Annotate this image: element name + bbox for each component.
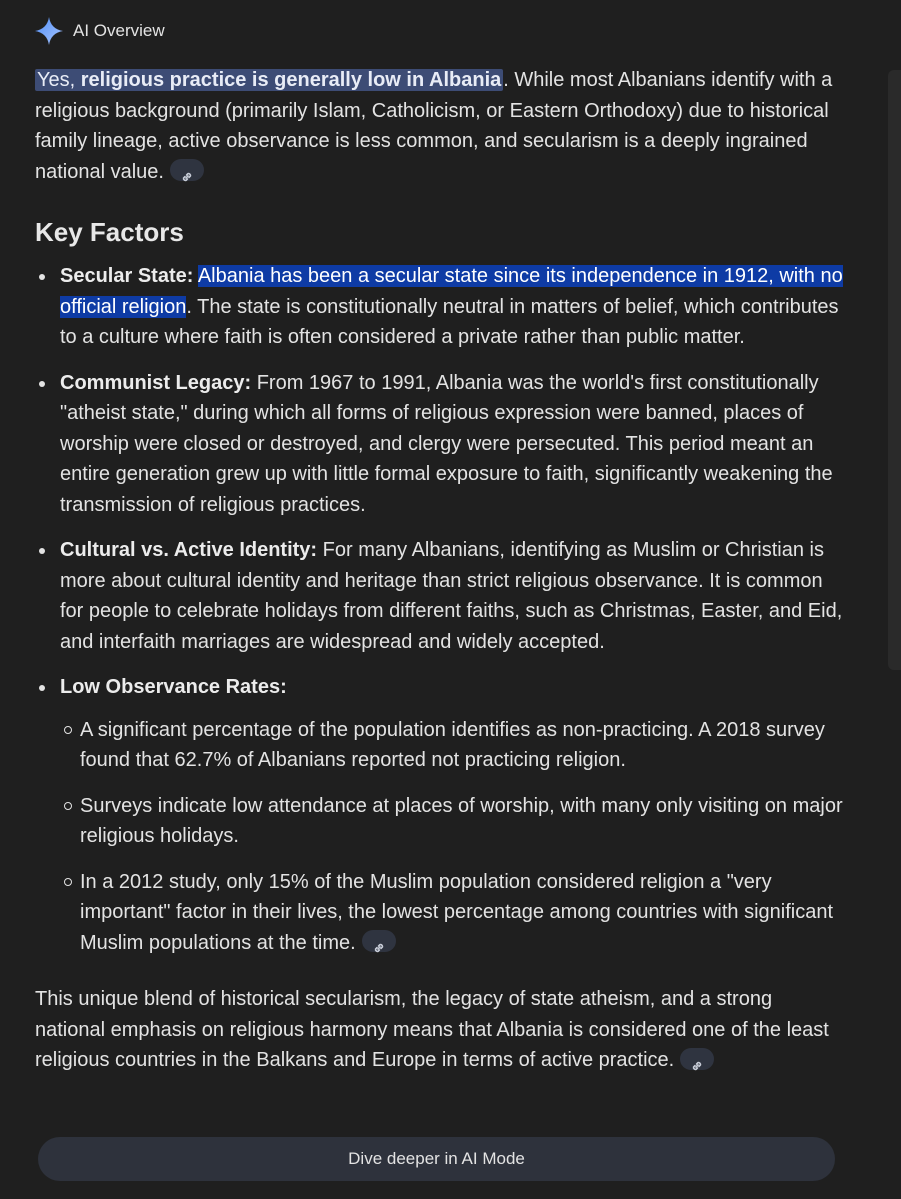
factor-label: Secular State:	[60, 265, 194, 287]
factor-text: . The state is constitutionally neutral in matters of belief, which contributes to a culture where faith is often considered a private rather than public matter.	[60, 295, 839, 348]
sub-list-item: Surveys indicate low attendance at places of worship, with many only visiting on major religious holidays.	[80, 791, 845, 852]
link-icon	[690, 1059, 704, 1073]
intro-paragraph	[35, 65, 845, 187]
source-link-chip[interactable]	[680, 1048, 714, 1070]
intro-rest: . While most Albanians identify with a religious background (primarily Islam, Catholicism, or Eastern Orthodoxy) due to historical family lineage, active observance is less common, and secularism is a deeply ingrained national value.	[35, 69, 833, 183]
factor-label: Cultural vs. Active Identity:	[60, 539, 318, 561]
key-factors-heading: Key Factors	[35, 217, 184, 247]
ai-overview-title: AI Overview	[73, 21, 165, 40]
overview-content	[35, 65, 845, 1076]
factor-communist-legacy	[60, 368, 845, 521]
factor-low-observance	[60, 672, 845, 958]
sub-list-item: A significant percentage of the population identifies as non-practicing. A 2018 survey found that 62.7% of Albanians reported not practicing religion.	[80, 715, 845, 776]
link-icon	[372, 941, 386, 955]
factor-cultural-identity	[60, 535, 845, 657]
observance-sublist	[60, 715, 845, 959]
scrollbar[interactable]	[888, 70, 901, 670]
factors-list	[35, 261, 845, 958]
conclusion-paragraph	[35, 984, 845, 1076]
link-icon	[180, 170, 194, 184]
factor-text: From 1967 to 1991, Albania was the world's first constitutionally "atheist state," during which all forms of religious expression were banned, places of worship were closed or destroyed, and clergy were persecuted. This period meant an entire generation grew up with little formal exposure to faith, significantly weakening the transmission of religious practices.	[60, 371, 833, 516]
ai-overview-header	[34, 14, 165, 48]
sparkle-icon	[34, 16, 64, 46]
conclusion-text: This unique blend of historical secularism, the legacy of state atheism, and a strong national emphasis on religious harmony means that Albania is considered one of the least religious countries in the Balkans and Europe in terms of active practice.	[35, 988, 829, 1071]
factor-secular-state	[60, 261, 845, 353]
dive-deeper-button[interactable]: Dive deeper in AI Mode	[38, 1137, 835, 1181]
source-link-chip[interactable]	[362, 930, 396, 952]
source-link-chip[interactable]	[170, 159, 204, 181]
factor-label: Communist Legacy:	[60, 371, 252, 394]
intro-yes: Yes,	[37, 69, 81, 91]
factor-text: For many Albanians, identifying as Muslim or Christian is more about cultural identity and heritage than strict religious observance. It is common for people to celebrate holidays from different faiths, such as Christmas, Easter, and Eid, and interfaith marriages are widespread and widely accepted.	[60, 539, 843, 653]
sub-list-item	[80, 867, 845, 959]
factor-selected-text: Albania has been a secular state since its independence in 1912, with no official religion	[60, 265, 843, 318]
sub-item-text: In a 2012 study, only 15% of the Muslim population considered religion a "very important" factor in their lives, the lowest percentage among countries with significant Muslim populations at the time.	[80, 870, 834, 954]
intro-highlight	[35, 69, 503, 91]
intro-highlight-text: religious practice is generally low in Albania	[80, 69, 502, 91]
factor-label: Low Observance Rates:	[60, 676, 287, 698]
